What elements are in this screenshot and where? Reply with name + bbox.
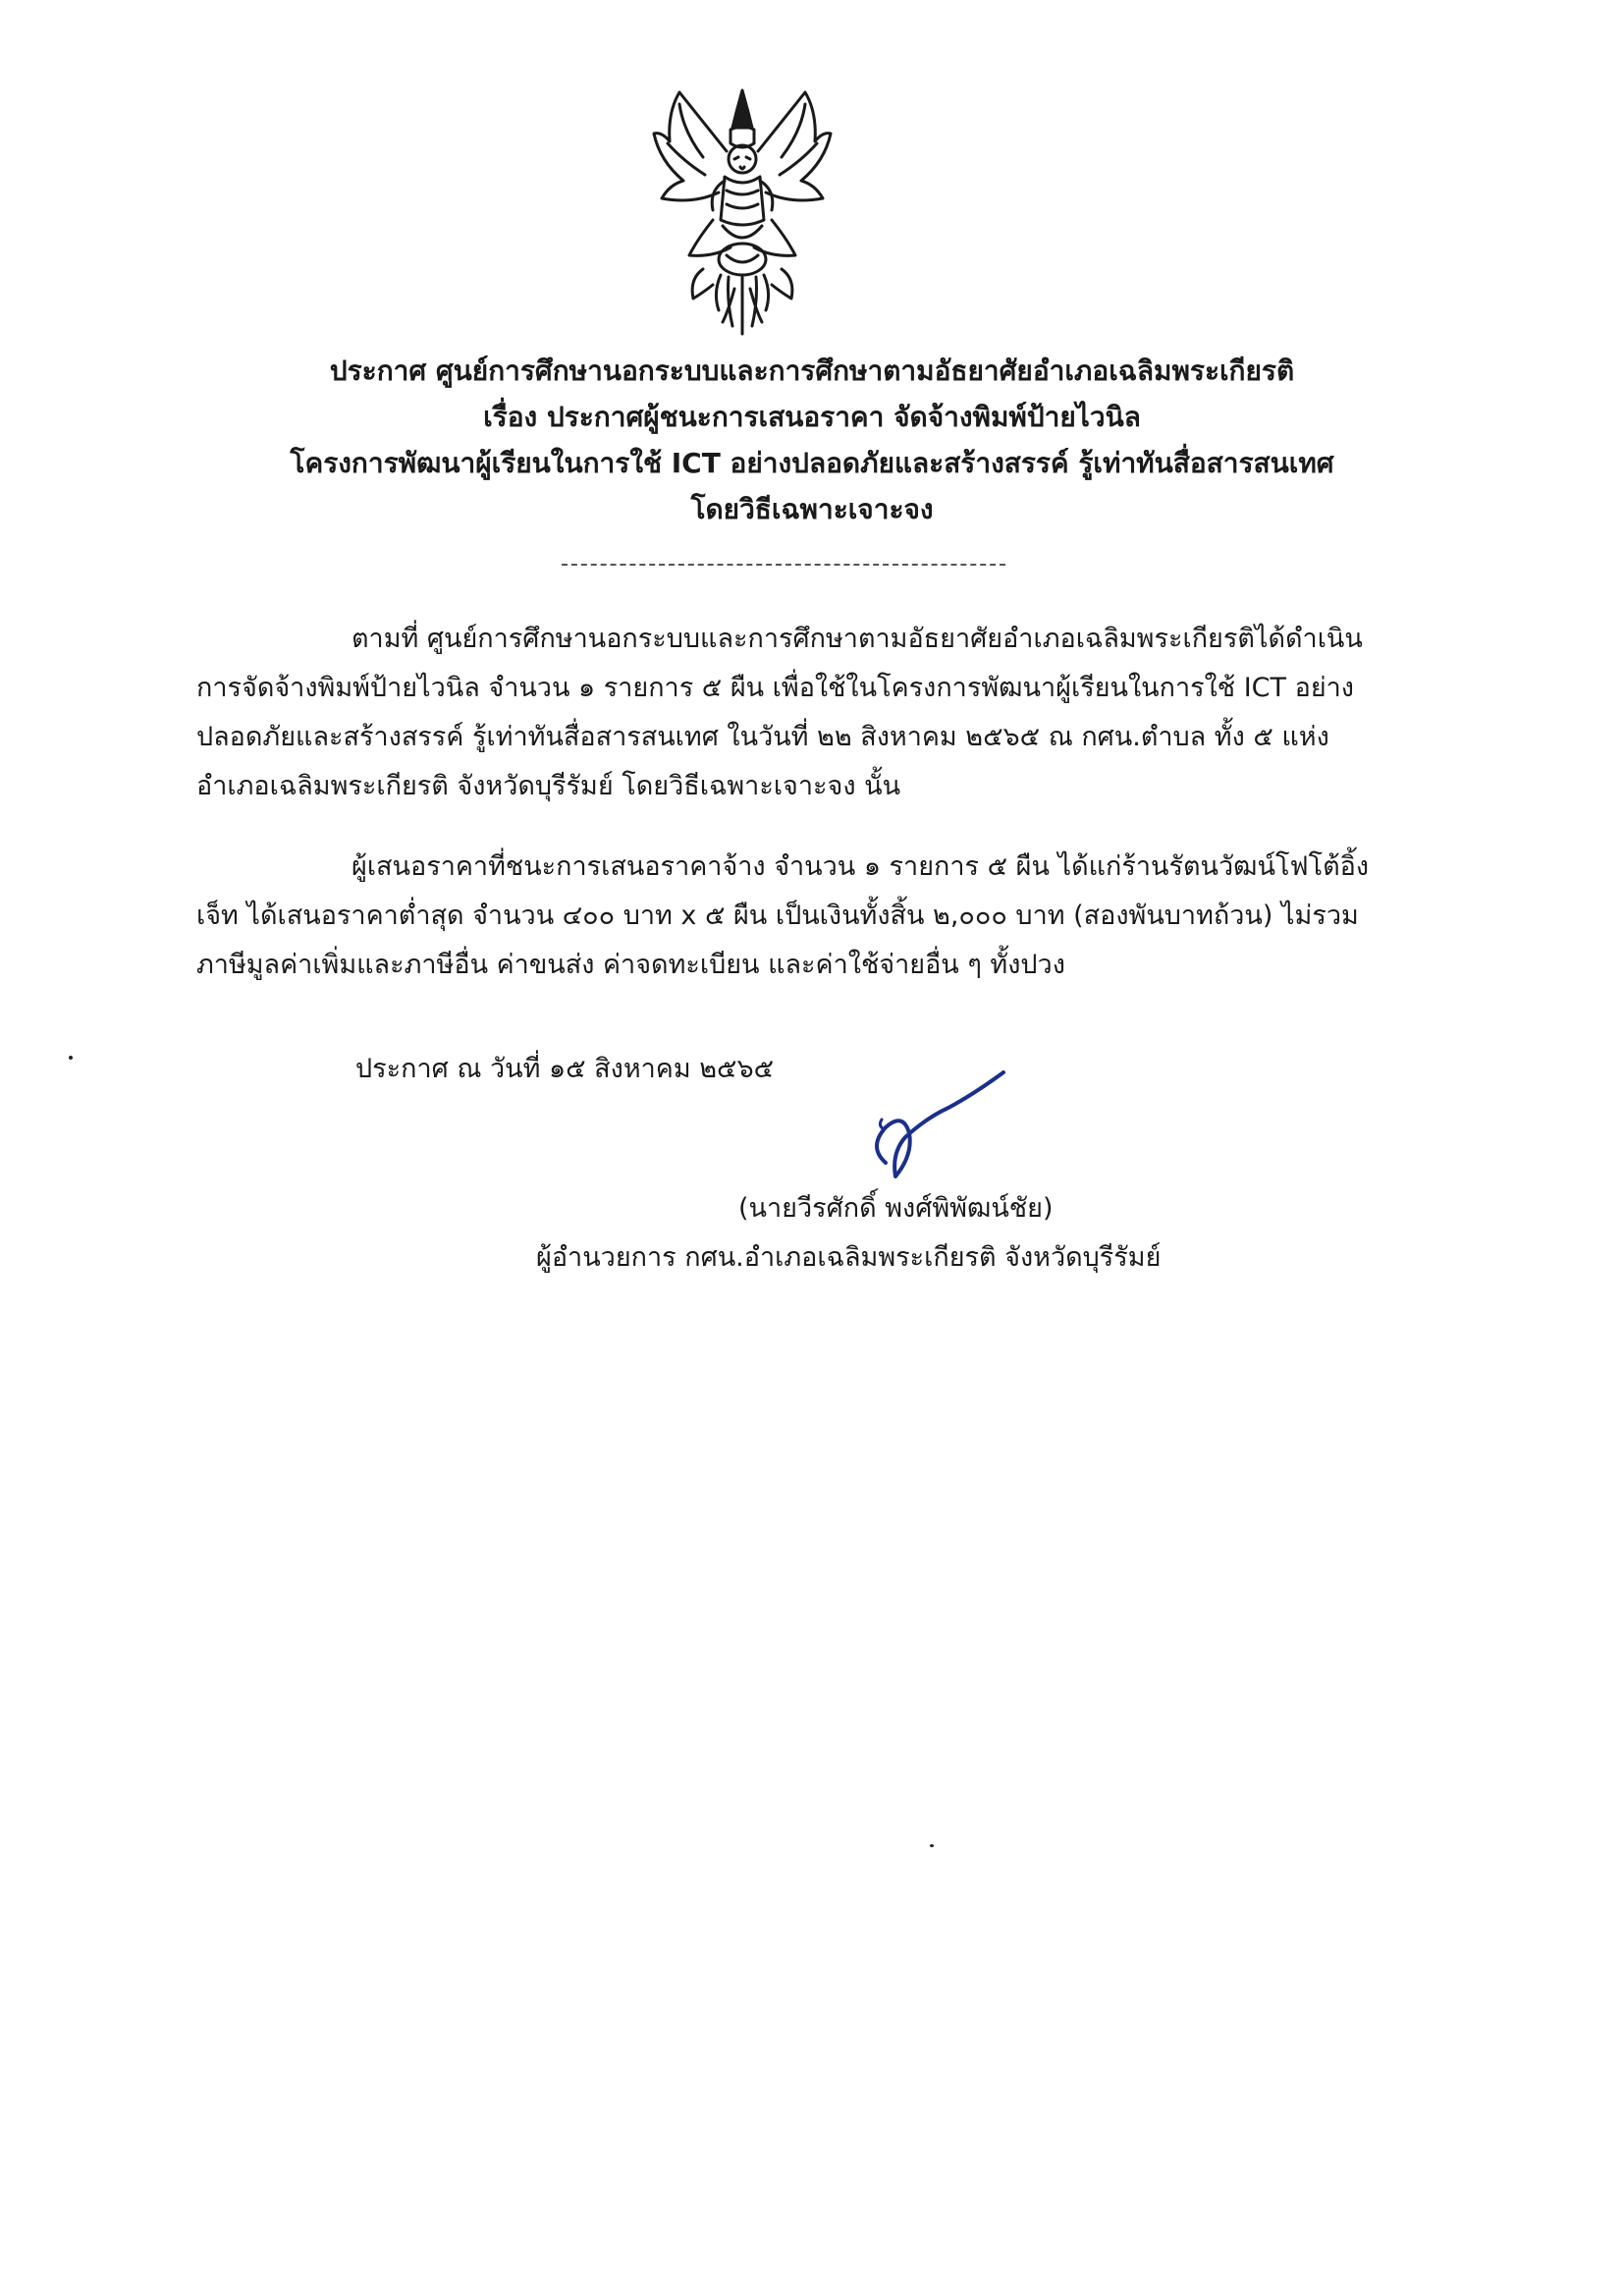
paragraph-1-line-4: อำเภอเฉลิมพระเกียรติ จังหวัดบุรีรัมย์ โดยวิธีเฉพาะเจาะจง นั้น bbox=[196, 771, 901, 801]
paragraph-1-line-2: การจัดจ้างพิมพ์ป้ายไวนิล จำนวน ๑ รายการ ๕ ผืน เพื่อใช้ในโครงการพัฒนาผู้เรียนในการใช้ ICT อย่าง bbox=[196, 673, 1354, 703]
project-line: โครงการพัฒนาผู้เรียนในการใช้ ICT อย่างปลอดภัยและสร้างสรรค์ รู้เท่าทันสื่อสารสนเทศ bbox=[290, 447, 1334, 479]
paragraph-2-line-1: ผู้เสนอราคาที่ชนะการเสนอราคาจ้าง จำนวน ๑ รายการ ๕ ผืน ได้แก่ร้านรัตนวัฒน์โฟโต้อิ้ง bbox=[352, 851, 1370, 882]
signatory-name: (นายวีรศักดิ์ พงศ์พิพัฒน์ชัย) bbox=[738, 1193, 1054, 1224]
header-divider bbox=[562, 564, 1005, 566]
paragraph-2-line-3: ภาษีมูลค่าเพิ่มและภาษีอื่น ค่าขนส่ง ค่าจดทะเบียน และค่าใช้จ่ายอื่น ๆ ทั้งปวง bbox=[196, 950, 1065, 980]
scan-speck bbox=[930, 1844, 934, 1847]
paragraph-2-line-2: เจ็ท ได้เสนอราคาต่ำสุด จำนวน ๔๐๐ บาท x ๕ ผืน เป็นเงินทั้งสิ้น ๒,๐๐๐ บาท (สองพันบาทถ้วน) ไม่รวม bbox=[196, 901, 1359, 931]
signature bbox=[856, 1068, 1011, 1184]
garuda-emblem-icon bbox=[644, 82, 840, 338]
method-line: โดยวิธีเฉพาะเจาะจง bbox=[690, 493, 934, 525]
announcement-date: ประกาศ ณ วันที่ ๑๕ สิงหาคม ๒๕๖๕ bbox=[355, 1054, 775, 1084]
subject-line: เรื่อง ประกาศผู้ชนะการเสนอราคา จัดจ้างพิมพ์ป้ายไวนิล bbox=[483, 401, 1141, 433]
paragraph-1-line-3: ปลอดภัยและสร้างสรรค์ รู้เท่าทันสื่อสารสนเทศ ในวันที่ ๒๒ สิงหาคม ๒๕๖๕ ณ กศน.ตำบล ทั้ง ๕ แห่ง bbox=[196, 722, 1329, 752]
paragraph-1-line-1: ตามที่ ศูนย์การศึกษานอกระบบและการศึกษาตามอัธยาศัยอำเภอเฉลิมพระเกียรติได้ดำเนิน bbox=[352, 624, 1363, 654]
scan-speck bbox=[69, 1056, 73, 1060]
signatory-title: ผู้อำนวยการ กศน.อำเภอเฉลิมพระเกียรติ จังหวัดบุรีรัมย์ bbox=[536, 1242, 1162, 1273]
announcement-header: ประกาศ ศูนย์การศึกษานอกระบบและการศึกษาตามอัธยาศัยอำเภอเฉลิมพระเกียรติ bbox=[329, 355, 1295, 387]
